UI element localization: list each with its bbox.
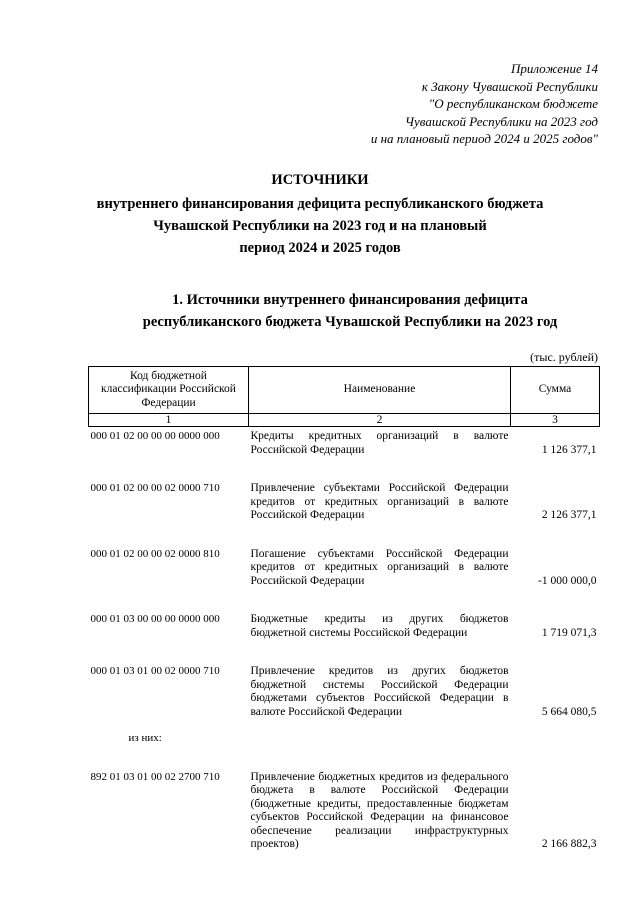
title-line: внутреннего финансирования дефицита республиканского бюджета — [96, 196, 544, 212]
table-row — [89, 427, 600, 458]
sources-table — [88, 366, 600, 852]
row-sum: 2 166 882,3 — [541, 838, 597, 850]
appendix-line: "О республиканском бюджете — [428, 96, 598, 111]
column-number: 1 — [89, 414, 249, 427]
row-sum: 5 664 080,5 — [541, 705, 597, 718]
section-heading — [0, 289, 640, 333]
row-sum: 1 126 377,1 — [541, 443, 597, 456]
table-row — [89, 768, 600, 852]
appendix-line: и на плановый период 2024 и 2025 годов" — [370, 131, 598, 146]
row-name: Кредиты кредитных организаций в валюте Российской Федерации — [250, 430, 509, 456]
title-line: Чувашской Республики на 2023 год и на плановый — [153, 218, 487, 234]
of-which-label: из них: — [128, 732, 162, 744]
row-code: 000 01 02 00 00 02 0000 810 — [90, 547, 220, 560]
row-code: 000 01 02 00 00 02 0000 710 — [90, 482, 220, 494]
row-name: Привлечение кредитов из других бюджетов бюджетной системы Российской Федерации бюджетами субъектов Российской Федерации в валюте Российской Федерации — [250, 665, 509, 718]
appendix-line: к Закону Чувашской Республики — [421, 78, 598, 94]
row-name: Привлечение субъектами Российской Федерации кредитов от кредитных организаций в валюте Российской Федерации — [250, 482, 509, 521]
header-name: Наименование — [249, 367, 511, 414]
table-row — [89, 610, 600, 640]
appendix-line: Чувашской Республики на 2023 год — [405, 113, 598, 129]
title-heading: ИСТОЧНИКИ — [271, 172, 369, 188]
row-sum: 1 719 071,3 — [541, 626, 597, 639]
row-name: Привлечение бюджетных кредитов из федерального бюджета в валюте Российской Федерации (бюджетные кредиты, предоставленные бюджетам субъектов Российской Федерации на финансовое обеспечение реализации инфраструктурных проектов) — [250, 770, 509, 850]
appendix-line: Приложение 14 — [510, 61, 598, 76]
row-code: 000 01 03 01 00 02 0000 710 — [90, 665, 220, 677]
column-number: 2 — [249, 414, 511, 427]
row-code: 000 01 03 00 00 00 0000 000 — [90, 613, 220, 625]
table-row — [89, 545, 600, 589]
header-sum: Сумма — [511, 367, 600, 414]
table-row — [89, 479, 600, 523]
section-line: 1. Источники внутреннего финансирования дефицита — [172, 292, 528, 308]
row-name: Погашение субъектами Российской Федерации кредитов от кредитных организаций в валюте Российской Федерации — [250, 547, 509, 587]
row-code: 892 01 03 01 00 02 2700 710 — [90, 770, 220, 783]
title-line: период 2024 и 2025 годов — [239, 240, 401, 256]
table-row — [89, 662, 600, 719]
document-title — [0, 170, 640, 259]
appendix-caption — [371, 60, 598, 148]
header-code: Код бюджетной классификации Российской Федерации — [89, 367, 249, 414]
section-line: республиканского бюджета Чувашской Республики на 2023 год — [142, 314, 558, 330]
row-code: 000 01 02 00 00 00 0000 000 — [90, 430, 220, 442]
row-sum: -1 000 000,0 — [538, 574, 597, 587]
units-label: (тыс. рублей) — [530, 350, 598, 364]
row-name: Бюджетные кредиты из других бюджетов бюджетной системы Российской Федерации — [250, 613, 509, 639]
of-which-row — [89, 729, 600, 746]
column-number: 3 — [511, 414, 600, 427]
row-sum: 2 126 377,1 — [541, 509, 597, 521]
